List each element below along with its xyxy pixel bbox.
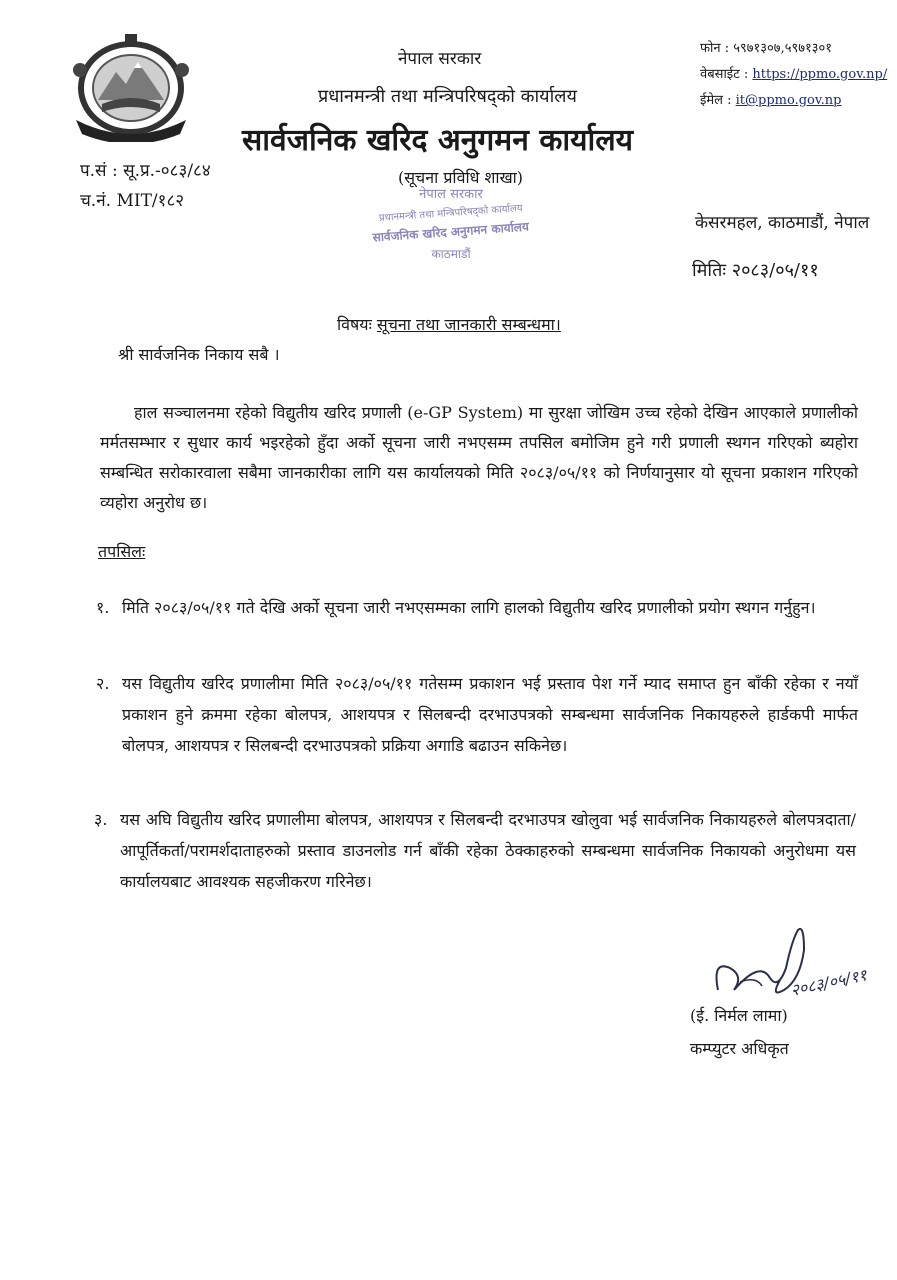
phone-numbers: फोन : ५९७१३०७,५९७१३०१ [700, 41, 833, 56]
stamp-line-1: नेपाल सरकार [419, 187, 483, 202]
addressee: श्री सार्वजनिक निकाय सबै । [118, 345, 280, 364]
nepal-emblem-icon [68, 30, 194, 142]
website-line [700, 64, 887, 82]
item-text: यस अघि विद्युतीय खरिद प्रणालीमा बोलपत्र, आशयपत्र र सिलबन्दी दरभाउपत्र खोलुवा भई सार्वजनिक निकायहरुले बोलपत्रदाता/आपूर्तिकर्ता/परामर्शदाताहरुको प्रस्ताव डाउनलोड गर्न बाँकी रहेका ठेक्काहरुको सम्बन्धमा सार्वजनिक निकायको अनुरोधमा यस कार्यालयबाट आवश्यक सहजीकरण गरिनेछ। [120, 810, 856, 891]
subject-line [337, 313, 561, 335]
letter-number: प.सं : सू.प्र.-०८३/८४ [80, 161, 211, 181]
body-paragraph: हाल सञ्चालनमा रहेको विद्युतीय खरिद प्रणाली (e-GP System) मा सुरक्षा जोखिम उच्च रहेको देखिन आएकाले प्रणालीको मर्मतसम्भार र सुधार कार्य भइरहेको हुँदा अर्को सूचना जारी नभएसम्म तपसिल बमोजिम हुने गरी प्रणाली स्थगन गरिएको ब्यहोरा सम्बन्धित सरोकारवाला सबैमा जानकारीका लागि यस कार्यालयको मिति २०८३/०५/११ को निर्णयानुसार यो सूचना प्रकाशन गरिएको व्यहोरा अनुरोध छ। [100, 403, 858, 512]
item-number: ३. [94, 810, 108, 829]
signatory-name: (ई. निर्मल लामा) [690, 1006, 788, 1025]
stamp-line-3: सार्वजनिक खरिद अनुगमन कार्यालय [372, 219, 530, 245]
office-name: सार्वजनिक खरिद अनुगमन कार्यालय [242, 123, 634, 158]
signature [700, 920, 880, 1010]
stamp-line-4: काठमाडौं [431, 247, 471, 261]
office-location: केसरमहल, काठमाडौं, नेपाल [695, 213, 870, 233]
letter-date: मितिः २०८३/०५/११ [692, 260, 819, 281]
signatory-title: कम्प्युटर अधिकृत [690, 1039, 789, 1058]
stamp-line-2: प्रधानमन्त्री तथा मन्त्रिपरिषद्को कार्यालय [378, 203, 523, 225]
item-text: मिति २०८३/०५/११ गते देखि अर्को सूचना जारी नभएसम्मका लागि हालको विद्युतीय खरिद प्रणालीको प्रयोग स्थगन गर्नुहुन। [122, 598, 816, 617]
email-label: ईमेल : [700, 93, 736, 108]
item-text: यस विद्युतीय खरिद प्रणालीमा मिति २०८३/०५/११ गतेसम्म प्रकाशन भई प्रस्ताव पेश गर्ने म्याद समाप्त हुन बाँकी रहेका र नयाँ प्रकाशन हुने क्रममा रहेका बोलपत्र, आशयपत्र र सिलबन्दी दरभाउपत्रको सम्बन्धमा सार्वजनिक निकायहरुले हार्डकपी मार्फत बोलपत्र, आशयपत्र र सिलबन्दी दरभाउपत्रको प्रक्रिया अगाडि बढाउन सकिनेछ। [122, 674, 858, 755]
ministry-name: प्रधानमन्त्री तथा मन्त्रिपरिषद्को कार्यालय [318, 86, 577, 107]
email-link[interactable]: it@ppmo.gov.np [735, 93, 842, 108]
office-stamp [362, 180, 540, 270]
list-item [96, 668, 858, 761]
website-link[interactable]: https://ppmo.gov.np/ [752, 67, 888, 82]
list-item [96, 592, 858, 623]
signature-date: २०८३/०५/११ [788, 965, 869, 1000]
subject-label: विषयः [337, 315, 377, 334]
item-number: २. [96, 674, 110, 693]
list-item [94, 804, 856, 897]
email-line [700, 90, 842, 108]
item-number: १. [96, 598, 110, 617]
branch-name: (सूचना प्रविधि शाखा) [398, 168, 524, 187]
website-label: वेबसाईट : [700, 67, 753, 82]
subject-text: सूचना तथा जानकारी सम्बन्धमा। [376, 315, 561, 334]
tapasil-heading: तपसिलः [98, 542, 146, 561]
government-name: नेपाल सरकार [398, 49, 482, 69]
dispatch-number: च.नं. MIT/१८२ [80, 191, 185, 211]
